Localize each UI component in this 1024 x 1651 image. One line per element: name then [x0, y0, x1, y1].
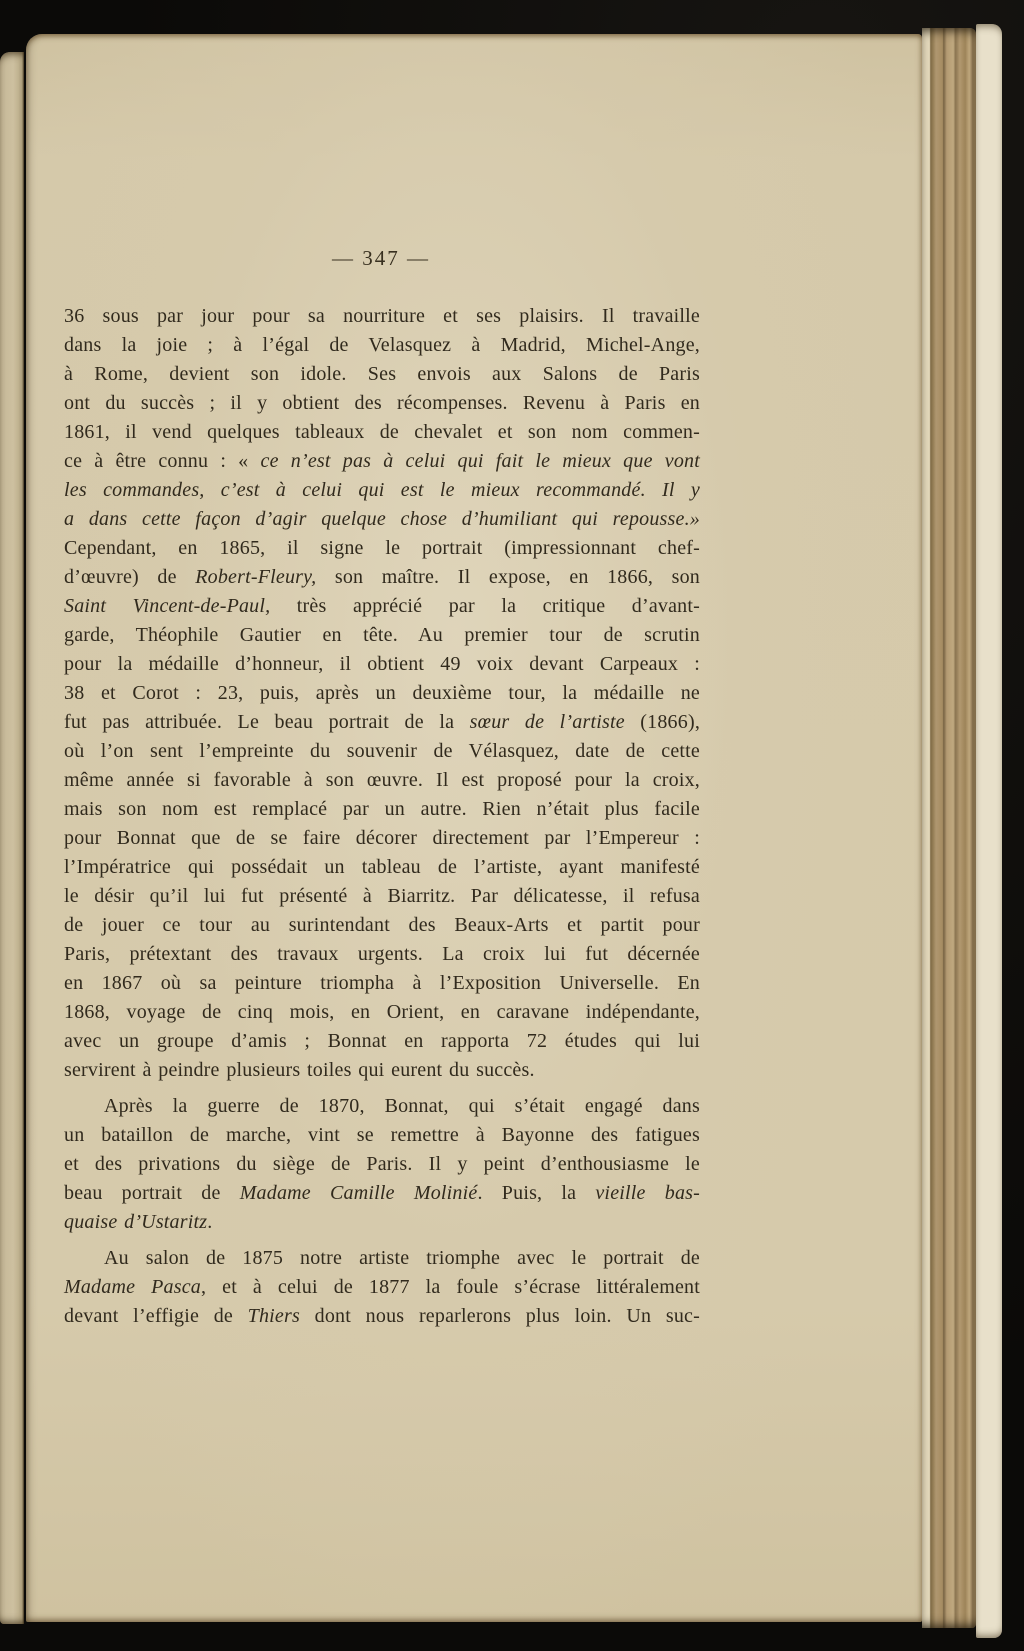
text-segment: devant l’effigie de	[64, 1305, 248, 1327]
text-segment: Après la guerre de 1870, Bonnat, qui s’était engagé dans	[104, 1095, 700, 1117]
text-segment: de jouer ce tour au surintendant des Beaux-Arts et partit pour	[64, 914, 700, 936]
text-line	[64, 534, 700, 563]
text-segment: . Puis, la	[477, 1182, 596, 1204]
text-segment: 36 sous par jour pour sa nourriture et ses plaisirs. Il travaille	[64, 305, 700, 327]
text-line	[64, 679, 700, 708]
italic-text-segment: Madame Camille Molinié	[239, 1182, 478, 1204]
text-line	[64, 302, 700, 331]
italic-text-segment: ce n’est pas à celui qui fait le mieux que vont	[260, 450, 700, 472]
text-segment: d’œuvre) de	[64, 566, 196, 588]
text-line	[64, 824, 700, 853]
text-line	[64, 795, 700, 824]
italic-text-segment: a dans cette façon d’agir quelque chose d’humiliant qui repousse.»	[64, 508, 700, 530]
text-segment: à Rome, devient son idole. Ses envois aux Salons de Paris	[64, 363, 700, 385]
italic-text-segment: Robert-Fleury,	[195, 566, 317, 588]
text-line	[64, 1302, 700, 1331]
text-segment: Cependant, en 1865, il signe le portrait (impressionnant chef-	[64, 537, 700, 559]
paragraph	[64, 1092, 700, 1237]
text-segment: 38 et Corot : 23, puis, après un deuxième tour, la médaille ne	[64, 682, 700, 704]
text-line	[64, 650, 700, 679]
text-segment: mais son nom est remplacé par un autre. Rien n’était plus facile	[64, 798, 700, 820]
text-segment: dont nous reparlerons plus loin. Un suc-	[299, 1305, 700, 1327]
text-segment: en 1867 où sa peinture triompha à l’Exposition Universelle. En	[64, 972, 700, 994]
italic-text-segment: vieille bas-	[595, 1182, 700, 1204]
text-segment: son maître. Il expose, en 1866, son	[316, 566, 701, 588]
text-line	[64, 1150, 700, 1179]
text-line	[64, 853, 700, 882]
page-edge-stack	[922, 28, 976, 1628]
text-line	[64, 1027, 700, 1056]
text-line	[64, 998, 700, 1027]
text-segment: Paris, prétextant des travaux urgents. La croix lui fut décernée	[64, 943, 700, 965]
text-line	[64, 1056, 700, 1085]
text-segment: fut pas attribuée. Le beau portrait de la	[64, 711, 470, 733]
text-line	[64, 389, 700, 418]
text-segment: garde, Théophile Gautier en tête. Au premier tour de scrutin	[64, 624, 700, 646]
text-line	[64, 360, 700, 389]
text-line	[64, 1092, 700, 1121]
text-line	[64, 766, 700, 795]
paragraph	[64, 1244, 700, 1331]
text-line	[64, 476, 700, 505]
text-segment: pour la médaille d’honneur, il obtient 49 voix devant Carpeaux :	[64, 653, 700, 675]
text-line	[64, 969, 700, 998]
italic-text-segment: les commandes, c’est à celui qui est le mieux recommandé. Il y	[64, 479, 700, 501]
text-segment: beau portrait de	[64, 1182, 240, 1204]
text-line	[64, 737, 700, 766]
text-line	[64, 1121, 700, 1150]
text-segment: et des privations du siège de Paris. Il y peint d’enthousiasme le	[64, 1153, 700, 1175]
text-line	[64, 708, 700, 737]
text-line	[64, 882, 700, 911]
italic-text-segment: Saint Vincent-de-Paul,	[64, 595, 271, 617]
text-segment: ont du succès ; il y obtient des récompenses. Revenu à Paris en	[64, 392, 700, 414]
text-segment: même année si favorable à son œuvre. Il est proposé pour la croix,	[64, 769, 700, 791]
text-line	[64, 1273, 700, 1302]
text-segment: pour Bonnat que de se faire décorer directement par l’Empereur :	[64, 827, 700, 849]
text-line	[64, 592, 700, 621]
text-segment: ce à être connu : «	[64, 450, 261, 472]
text-segment: avec un groupe d’amis ; Bonnat en rapporta 72 études qui lui	[64, 1030, 700, 1052]
text-line	[64, 418, 700, 447]
text-segment: où l’on sent l’empreinte du souvenir de Vélasquez, date de cette	[64, 740, 700, 762]
text-segment: servirent à peindre plusieurs toiles qui eurent du succès.	[64, 1059, 535, 1081]
text-line	[64, 563, 700, 592]
text-segment: .	[207, 1211, 213, 1233]
text-line	[64, 1179, 700, 1208]
text-segment: l’Impératrice qui possédait un tableau de l’artiste, ayant manifesté	[64, 856, 700, 878]
text-line	[64, 331, 700, 360]
text-line	[64, 1208, 700, 1237]
text-line	[64, 621, 700, 650]
text-line	[64, 911, 700, 940]
italic-text-segment: sœur de l’artiste	[469, 711, 625, 733]
book-page	[26, 34, 922, 1622]
text-segment: le désir qu’il lui fut présenté à Biarritz. Par délicatesse, il refusa	[64, 885, 700, 907]
italic-text-segment: quaise d’Ustaritz	[64, 1211, 208, 1233]
text-segment: très apprécié par la critique d’avant-	[270, 595, 700, 617]
back-page-edge	[976, 24, 1002, 1638]
text-segment: 1861, il vend quelques tableaux de chevalet et son nom commen-	[64, 421, 700, 443]
text-block	[64, 302, 700, 1331]
text-line	[64, 505, 700, 534]
italic-text-segment: Thiers	[247, 1305, 300, 1327]
italic-text-segment: Madame Pasca	[64, 1276, 201, 1298]
text-segment: un bataillon de marche, vint se remettre à Bayonne des fatigues	[64, 1124, 700, 1146]
paragraph	[64, 302, 700, 1085]
facing-page-edge	[0, 52, 24, 1624]
text-line	[64, 940, 700, 969]
text-line	[64, 447, 700, 476]
text-segment: (1866),	[624, 711, 701, 733]
page-number: — 347 —	[332, 246, 430, 270]
text-line	[64, 1244, 700, 1273]
text-segment: dans la joie ; à l’égal de Velasquez à Madrid, Michel-Ange,	[64, 334, 700, 356]
text-segment: Au salon de 1875 notre artiste triomphe avec le portrait de	[104, 1247, 700, 1269]
text-segment: , et à celui de 1877 la foule s’écrase littéralement	[201, 1276, 700, 1298]
text-segment: 1868, voyage de cinq mois, en Orient, en caravane indépendante,	[64, 1001, 700, 1023]
